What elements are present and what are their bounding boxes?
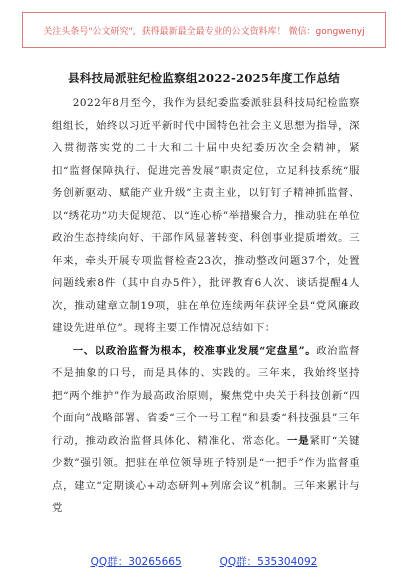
document-body [52,92,360,520]
section-one-paragraph [52,340,360,520]
qq-group-link-1[interactable]: QQ群：30265665 [90,555,182,568]
document-title: 县科技局派驻纪检监察组2022-2025年度工作总结 [67,71,341,85]
section-one-heading: 一、以政治监督为根本，校准事业发展“定盘星”。 [72,344,317,357]
section-one-text: 政治监督不是抽象的口号，而是具体的、实践的。三年来，我始终坚持把“两个维护”作为最高政治原则，聚焦党中央关于科技创新“四个面向”战略部署、省委“三个一号工程”和县委“科技强县”三年行动，推动政治监督具体化、精准化、常态化。 [52,344,361,447]
qq-group-link-2[interactable]: QQ群：535304092 [219,555,318,568]
header-banner [22,12,386,48]
point-one-text: 紧盯“关键少数”强引领。把驻在单位领导班子特别是“一把手”作为监督重点，建立“定期谈心+动态研判+列席会议”机制。三年来累计与党 [52,434,361,514]
intro-paragraph: 2022年8月至今，我作为县纪委监委派驻县科技局纪检监察组组长，始终以习近平新时代中国特色社会主义思想为指导，深入贯彻落实党的二十大和二十届中央纪委历次全会精神，紧扣“监督保障执行、促进完善发展”职责定位，立足科技系统“服务创新驱动、赋能产业升级”主责主业，以钉钉子精神抓监督、以“绣花功”功夫促规范、以“连心桥”举措聚合力，推动驻在单位政治生态持续向好、干部作风显著转变、科创事业提质增效。三年来，牵头开展专项监督检查23次，推动整改问题37个，处置问题线索8件（其中自办5件），批评教育6人次、谈话提醒4人次，推动建章立制19项，驻在单位连续两年获评全县“党风廉政建设先进单位”。现将主要工作情况总结如下： [52,97,360,334]
point-one-label: 一是 [287,434,310,447]
footer-links [0,550,408,572]
banner-text: 关注头条号"公文研究"，获得最新最全最专业的公文资料库！ 微信：gongwenyj [43,26,365,37]
